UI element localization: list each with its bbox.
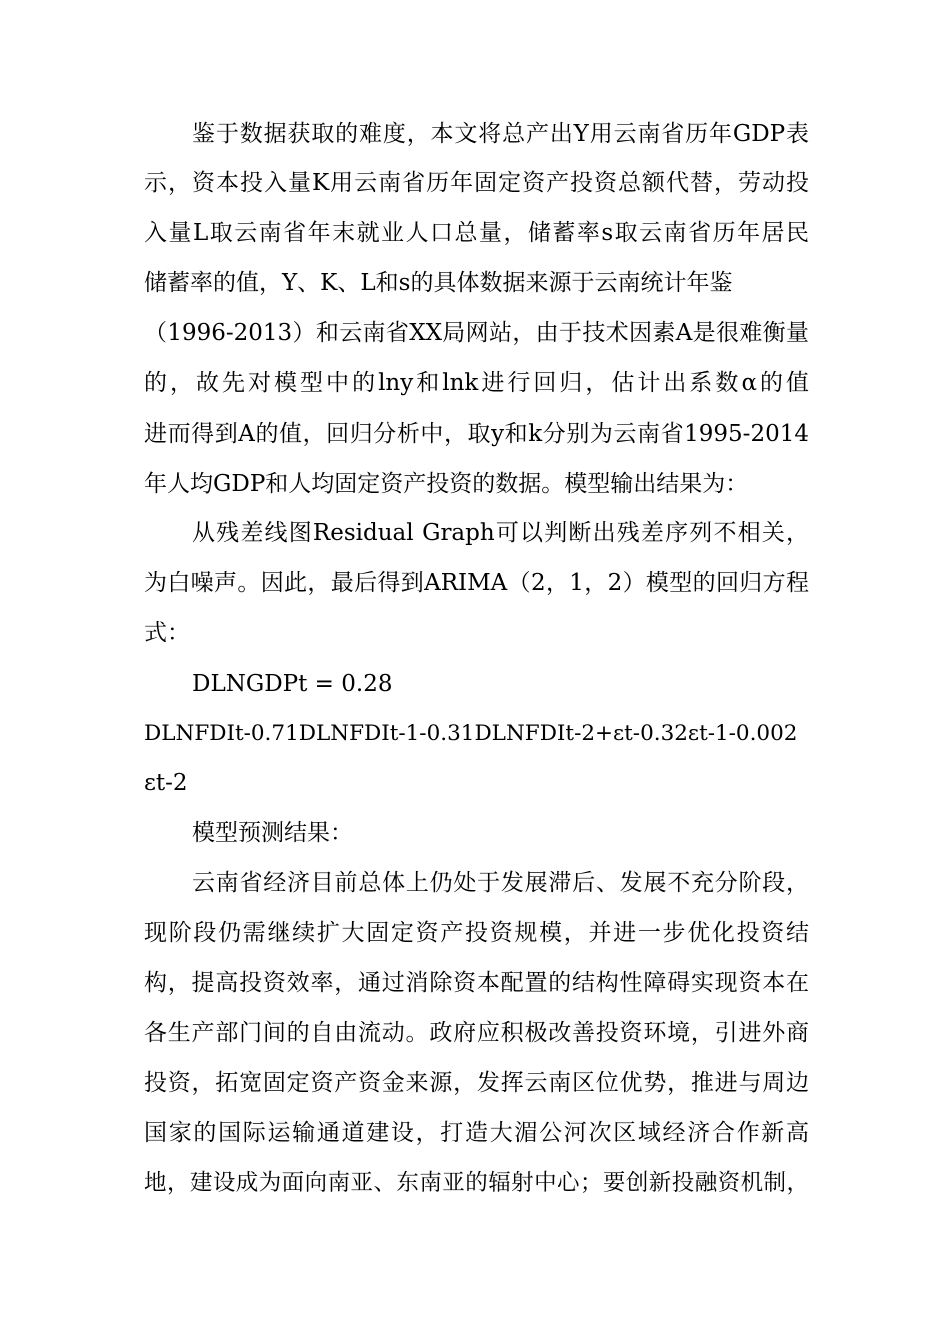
equation-line: DLNGDPt = 0.28 <box>192 671 393 697</box>
section-heading: 模型预测结果： <box>192 820 353 846</box>
paragraph-line: 各生产部门间的自由流动。政府应积极改善投资环境，引进外商 <box>144 1020 809 1046</box>
paragraph-line: 地，建设成为面向南亚、东南亚的辐射中心；要创新投融资机制， <box>144 1170 809 1196</box>
equation-line: εt-2 <box>144 770 188 796</box>
paragraph-line: 的，故先对模型中的lny和lnk进行回归，估计出系数α的值 <box>144 370 809 396</box>
paragraph-line: 云南省经济目前总体上仍处于发展滞后、发展不充分阶段， <box>192 870 809 896</box>
paragraph-line: 国家的国际运输通道建设，打造大湄公河次区域经济合作新高 <box>144 1120 809 1146</box>
paragraph-line: 鉴于数据获取的难度，本文将总产出Y用云南省历年GDP表 <box>192 121 809 147</box>
paragraph-line: 储蓄率的值，Y、K、L和s的具体数据来源于云南统计年鉴 <box>144 270 733 296</box>
paragraph-line: 进而得到A的值，回归分析中，取y和k分别为云南省1995-2014 <box>144 421 809 447</box>
paragraph-line: 年人均GDP和人均固定资产投资的数据。模型输出结果为： <box>144 471 749 497</box>
paragraph-line: 投资，拓宽固定资产资金来源，发挥云南区位优势，推进与周边 <box>144 1070 809 1096</box>
paragraph-line: 现阶段仍需继续扩大固定资产投资规模，并进一步优化投资结 <box>144 920 809 946</box>
paragraph-line: 为白噪声。因此，最后得到ARIMA（2，1，2）模型的回归方程 <box>144 570 809 596</box>
paragraph-line: （1996-2013）和云南省XX局网站，由于技术因素A是很难衡量 <box>144 320 809 346</box>
paragraph-line: 构，提高投资效率，通过消除资本配置的结构性障碍实现资本在 <box>144 970 809 996</box>
paragraph-line: 示，资本投入量K用云南省历年固定资产投资总额代替，劳动投 <box>144 170 809 196</box>
equation-line: DLNFDIt-0.71DLNFDIt-1-0.31DLNFDIt-2+εt-0.32εt-1-0.002 <box>144 721 798 746</box>
paragraph-line: 入量L取云南省年末就业人口总量，储蓄率s取云南省历年居民 <box>144 220 809 246</box>
paragraph-line: 式： <box>144 620 190 646</box>
paragraph-line: 从残差线图Residual Graph可以判断出残差序列不相关， <box>192 520 809 546</box>
